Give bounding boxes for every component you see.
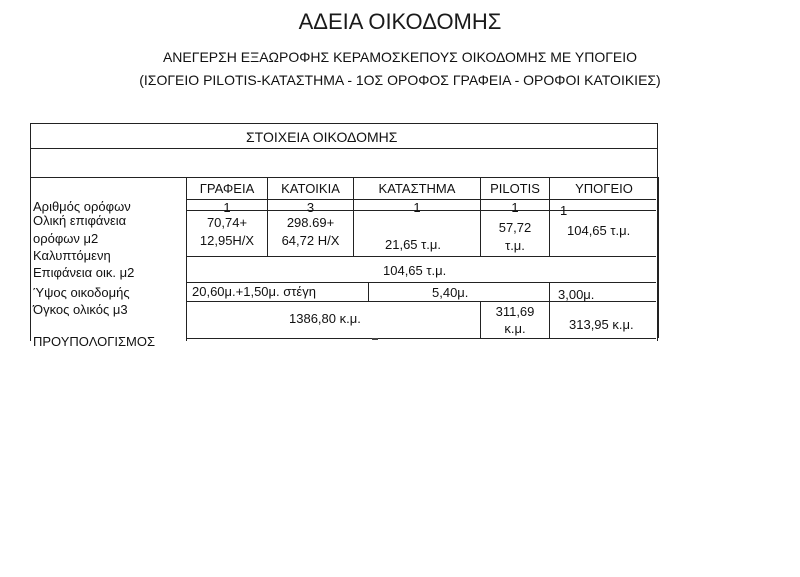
rule bbox=[186, 338, 656, 339]
cell-area-katastima: 21,65 τ.μ. bbox=[385, 237, 441, 252]
rule bbox=[30, 148, 658, 149]
row-label-total-area-2: ορόφων μ2 bbox=[33, 231, 99, 246]
column-header-grafeia: ΓΡΑΦΕΙΑ bbox=[199, 181, 255, 196]
cell-area-grafeia-2: 12,95Η/Χ bbox=[199, 233, 255, 248]
row-label-floors: Αριθμός ορόφων bbox=[33, 199, 131, 214]
cell-area-katoikia-1: 298.69+ bbox=[286, 215, 335, 230]
cell-volume-pilotis-1: 311,69 bbox=[495, 304, 535, 319]
cell-area-grafeia-1: 70,74+ bbox=[206, 215, 248, 230]
cell-floors-ypogeio: 1 bbox=[560, 203, 568, 218]
cell-height-main: 20,60μ.+1,50μ. στέγη bbox=[192, 284, 316, 299]
column-header-ypogeio: ΥΠΟΓΕΙΟ bbox=[575, 181, 633, 196]
column-header-katoikia: ΚΑΤΟΙΚΙΑ bbox=[281, 181, 340, 196]
rule bbox=[549, 282, 550, 338]
cell-volume-main: 1386,80 κ.μ. bbox=[289, 311, 361, 326]
cell-area-pilotis-1: 57,72 bbox=[498, 220, 532, 235]
cell-volume-ypogeio: 313,95 κ.μ. bbox=[569, 317, 634, 332]
row-label-covered-area-1: Καλυπτόμενη bbox=[33, 248, 111, 263]
rule bbox=[186, 256, 656, 257]
cell-area-katoikia-2: 64,72 Η/Χ bbox=[281, 233, 340, 248]
row-label-height: Ύψος οικοδομής bbox=[33, 285, 130, 300]
row-label-total-area-1: Ολική επιφάνεια bbox=[33, 213, 127, 228]
cell-height-basement: 3,00μ. bbox=[558, 287, 595, 302]
row-label-volume: Όγκος ολικός μ3 bbox=[33, 302, 128, 317]
document-subtitle-line2: (ΙΣΟΓΕΙΟ PILOTIS-ΚΑΤΑΣΤΗΜΑ - 1ΟΣ ΟΡΟΦΟΣ ΓΡΑΦΕΙΑ - ΟΡΟΦΟΙ ΚΑΤΟΙΚΙΕΣ) bbox=[139, 72, 661, 88]
cell-floors-grafeia: 1 bbox=[223, 200, 231, 215]
cell-floors-katastima: 1 bbox=[413, 200, 421, 215]
cut-stub bbox=[372, 338, 378, 340]
cell-area-pilotis-2: τ.μ. bbox=[505, 238, 525, 253]
cell-floors-pilotis: 1 bbox=[511, 200, 519, 215]
column-header-pilotis: PILOTIS bbox=[490, 181, 540, 196]
column-header-katastima: ΚΑΤΑΣΤΗΜΑ bbox=[378, 181, 456, 196]
row-label-budget-text: ΠΡΟΥΠΟΛΟΓΙΣΜΟΣ bbox=[33, 334, 155, 349]
rule bbox=[30, 177, 658, 178]
document-subtitle-line1: ΑΝΕΓΕΡΣΗ ΕΞΑΩΡΟΦΗΣ ΚΕΡΑΜΟΣΚΕΠΟΥΣ ΟΙΚΟΔΟΜΗΣ ΜΕ ΥΠΟΓΕΙΟ bbox=[162, 49, 638, 65]
rule bbox=[30, 123, 658, 124]
cell-volume-pilotis-2: κ.μ. bbox=[504, 321, 526, 336]
rule bbox=[658, 177, 659, 338]
cell-height-mid: 5,40μ. bbox=[432, 285, 469, 300]
document-title: ΑΔΕΙΑ ΟΙΚΟΔΟΜΗΣ bbox=[298, 9, 502, 34]
cell-floors-katoikia: 3 bbox=[306, 200, 315, 215]
rule bbox=[186, 199, 656, 200]
cell-covered-area: 104,65 τ.μ. bbox=[383, 263, 447, 278]
row-label-covered-area-2: Επιφάνεια οικ. μ2 bbox=[33, 265, 135, 280]
rule bbox=[30, 123, 31, 341]
cell-area-ypogeio: 104,65 τ.μ. bbox=[567, 223, 631, 238]
rule bbox=[186, 282, 656, 283]
row-label-budget-partial bbox=[33, 334, 185, 349]
rule bbox=[368, 282, 369, 301]
table-caption: ΣΤΟΙΧΕΙΑ ΟΙΚΟΔΟΜΗΣ bbox=[246, 129, 398, 145]
